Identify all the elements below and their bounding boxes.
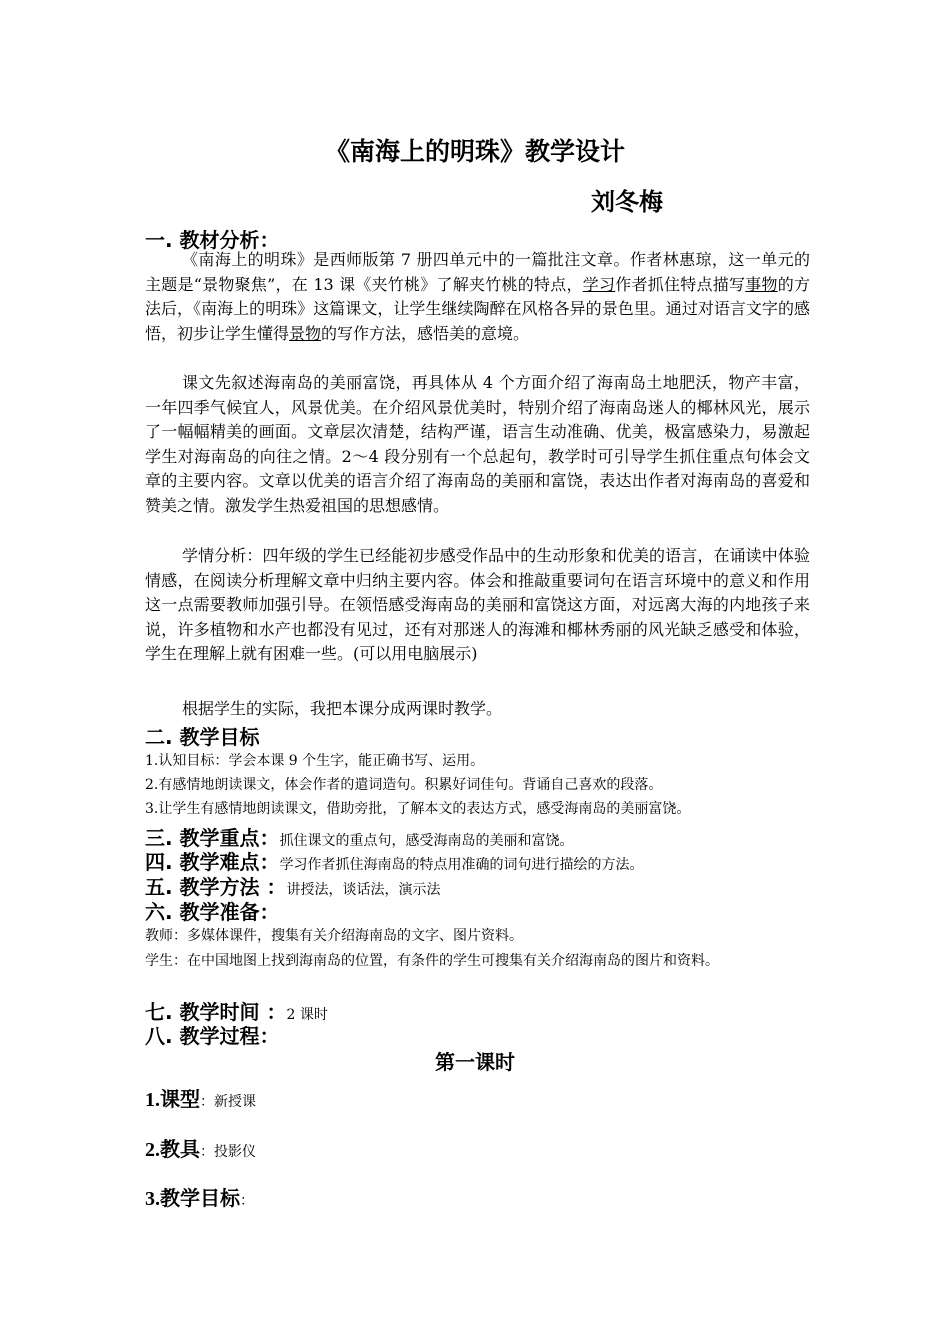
lesson-type-value: ：新授课: [200, 1094, 256, 1110]
time-text: 2 课时: [286, 1007, 328, 1023]
lesson-goals-label: 3.教学目标: [145, 1188, 240, 1210]
section-heading-analysis: 一. 教材分析：: [145, 228, 280, 252]
document-title: 《南海上的明珠》教学设计: [324, 137, 625, 166]
lesson-tools-value: ：投影仪: [200, 1144, 256, 1160]
section-heading-methods: 五. 教学方法 ：: [145, 875, 287, 899]
section-heading-key-points: 三. 教学重点：: [145, 826, 280, 850]
paragraph-lesson-split: 根据学生的实际，我把本课分成两课时教学。: [182, 699, 503, 718]
paragraph-analysis-2: 课文先叙述海南岛的美丽富饶，再具体从 4 个方面介绍了海南岛土地肥沃，物产丰富，一年四季气候宜人，风景优美。在介绍风景优美时，特别介绍了海南岛迷人的椰林风光，展示了一幅幅精美的画面。文章层次清楚，结构严谨，语言生动准确、优美，极富感染力，易激起学生对海南岛的向往之情。2～4 段分别有一个总起句，教学时可引导学生抓住重点句体会文章的主要内容。文章以优美的语言介绍了海南岛的美丽和富饶，表达出作者对海南岛的喜爱和赞美之情。激发学生热爱祖国的思想感情。: [145, 373, 810, 515]
difficulties-text: 学习作者抓住海南岛的特点用准确的词句进行描绘的方法。: [279, 857, 644, 873]
section-heading-difficulties: 四. 教学难点：: [145, 850, 280, 874]
lesson-type: [145, 1083, 256, 1112]
key-points-text: 抓住课文的重点句，感受海南岛的美丽和富饶。: [279, 833, 574, 849]
section-heading-time: 七. 教学时间 ：: [145, 1000, 287, 1024]
text-run: 《南海上的明珠》是西师版第 7 册四单元中的一篇批注文章。作者林惠琼，这一单元的主题是“景物聚焦”，在 13 课《夹竹桃》了解夹竹桃的特点，: [145, 250, 810, 294]
text-run: 的写作方法，感悟美的意境。: [321, 323, 530, 343]
section-heading-process: 八. 教学过程：: [145, 1024, 280, 1048]
lesson-tools-label: 2.教具: [145, 1139, 200, 1161]
paragraph-student-analysis: 学情分析：四年级的学生已经能初步感受作品中的生动形象和优美的语言，在诵读中体验情感，在阅读分析理解文章中归纳主要内容。体会和推敲重要词句在语言环境中的意义和作用这一点需要教师加强引导。在领悟感受海南岛的美丽和富饶这方面，对远离大海的内地孩子来说，许多植物和水产也都没有见过，还有对那迷人的海滩和椰林秀丽的风光缺乏感受和体验，学生在理解上就有困难一些。(可以用电脑展示): [145, 546, 810, 664]
section-heading-preparation: 六. 教学准备：: [145, 900, 280, 924]
paragraph-analysis-1: [145, 248, 810, 346]
preparation-student: 学生：在中国地图上找到海南岛的位置，有条件的学生可搜集有关介绍海南岛的图片和资料。: [145, 953, 719, 969]
preparation-teacher: 教师：多媒体课件，搜集有关介绍海南岛的文字、图片资料。: [145, 928, 523, 944]
text-run: 的方法后，《南海上的明珠》这篇课文，让学生继续陶醉在风格各异的景色里。通过对语言文字的感悟，初步让学生懂得: [145, 274, 810, 343]
underlined-word: 事物: [745, 274, 778, 294]
lesson-type-label: 1.课型: [145, 1089, 200, 1111]
goal-item-2: 2.有感情地朗读课文，体会作者的遣词造句。积累好词佳句。背诵自己喜欢的段落。: [145, 777, 663, 793]
underlined-word: 景物: [289, 323, 322, 343]
goal-item-1: 1.认知目标：学会本课 9 个生字，能正确书写、运用。: [145, 753, 485, 769]
methods-text: 讲授法，谈话法，演示法: [286, 882, 441, 898]
underlined-word: 学习: [582, 274, 616, 294]
author-name: 刘冬梅: [591, 188, 663, 216]
goal-item-3: 3.让学生有感情地朗读课文，借助旁批，了解本文的表达方式，感受海南岛的美丽富饶。: [145, 801, 691, 817]
lesson-1-heading: 第一课时: [435, 1050, 515, 1074]
text-run: 作者抓住特点描写: [615, 274, 746, 294]
lesson-goals-value: ：: [240, 1193, 254, 1209]
section-heading-goals: 二. 教学目标: [145, 725, 260, 749]
lesson-goals: [145, 1182, 254, 1211]
lesson-tools: [145, 1133, 256, 1162]
